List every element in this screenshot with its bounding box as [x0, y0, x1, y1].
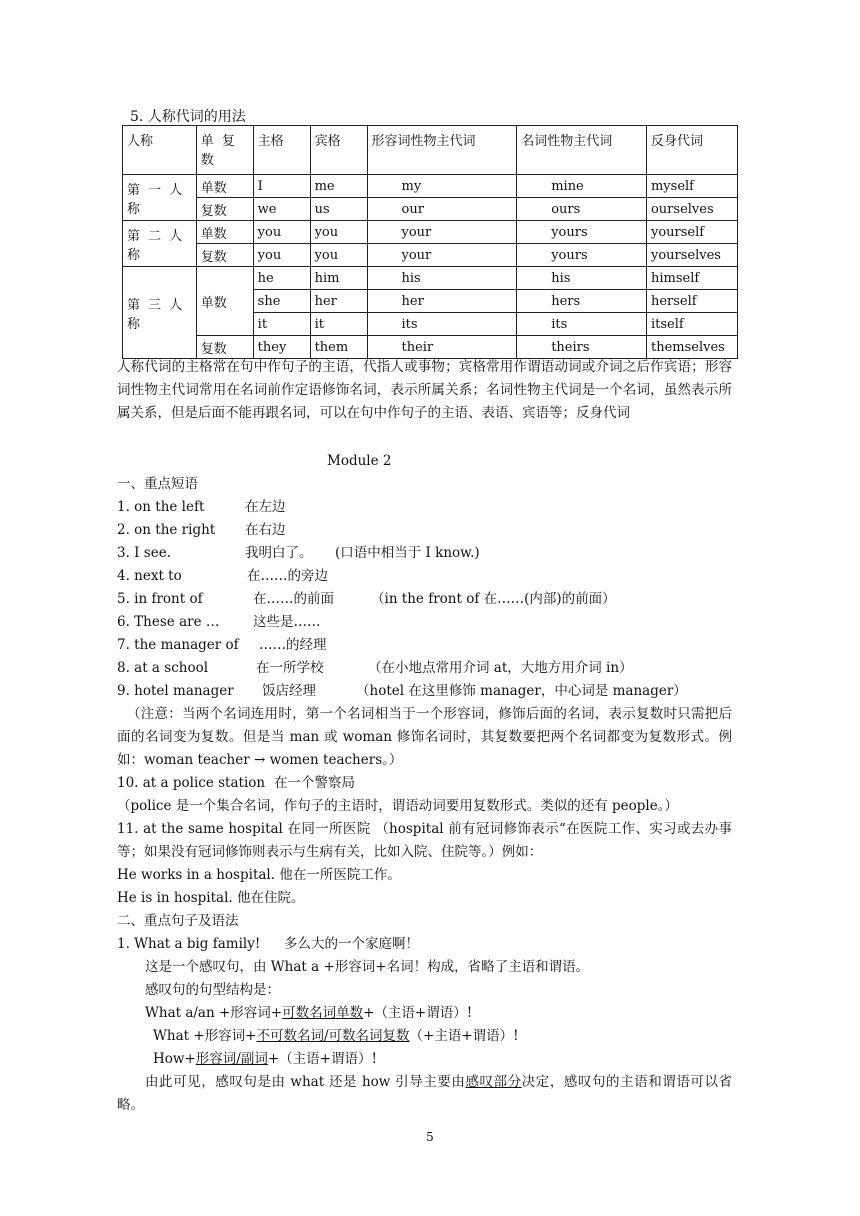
conclusion-paragraph: [117, 1071, 732, 1117]
phrase-en: 7. the manager of: [117, 637, 239, 653]
table-row: [123, 244, 738, 267]
table-cell: hers: [517, 290, 647, 313]
conclusion-text: 决定，感叹句的主语和谓语可以省略。: [117, 1074, 732, 1113]
table-cell: you: [253, 244, 310, 267]
header-cell: 形容词性物主代词: [367, 126, 517, 175]
table-row: [123, 175, 738, 198]
number-cell: 单数: [196, 221, 253, 244]
phrase-item: [117, 772, 732, 795]
conclusion-underlined: 感叹部分: [465, 1074, 522, 1090]
table-cell: we: [253, 198, 310, 221]
pattern-text: How+: [153, 1051, 196, 1067]
explain-line: 这是一个感叹句，由 What a +形容词+名词！构成，省略了主语和谓语。: [145, 959, 590, 975]
pattern-text: What a/an +形容词+: [145, 1005, 283, 1021]
table-row: [123, 221, 738, 244]
table-cell: I: [253, 175, 310, 198]
table-cell: its: [367, 313, 517, 336]
page-number: 5: [426, 1130, 434, 1144]
phrase-item: [117, 634, 732, 657]
phrase-zh: 在右边: [245, 522, 286, 538]
phrase-item: [117, 542, 732, 565]
phrase-zh: 在一所学校: [256, 660, 324, 676]
example-line: He is in hospital. 他在住院。: [117, 890, 305, 906]
number-cell: 复数: [196, 336, 253, 359]
sentences-heading: 二、重点句子及语法: [117, 913, 239, 929]
table-cell: your: [367, 221, 517, 244]
number-cell: 单数: [196, 267, 253, 336]
header-cell: 宾格: [310, 126, 367, 175]
example-line: He works in a hospital. 他在一所医院工作。: [117, 867, 401, 883]
phrase-zh: 在一个警察局: [274, 775, 355, 791]
phrases-heading: 一、重点短语: [117, 476, 198, 492]
pronoun-table: [122, 125, 738, 359]
note-paragraph: （注意：当两个名词连用时，第一个名词相当于一个形容词，修饰后面的名词，表示复数时只需把后面的名词变为复数。但是当 man 或 woman 修饰名词时，其复数要把两个名词都变为复数形式。例如：woman teacher → women teachers。）: [117, 706, 732, 768]
table-cell: she: [253, 290, 310, 313]
pattern-line: [117, 1002, 732, 1025]
phrase-item: [117, 519, 732, 542]
sentence-en: 1. What a big family!: [117, 936, 261, 952]
table-cell: it: [253, 313, 310, 336]
paragraph: 人称代词的主格常在句中作句子的主语，代指人或事物；宾格常用作谓语动词或介词之后作宾语；形容词性物主代词常用在名词前作定语修饰名词，表示所属关系；名词性物主代词是一个名词，虽然表示所属关系，但是后面不能再跟名词，可以在句中作句子的主语、表语、宾语等；反身代词: [117, 359, 732, 421]
module-section: [117, 450, 732, 1117]
table-cell: its: [517, 313, 647, 336]
table-cell: you: [253, 221, 310, 244]
number-cell: 单数: [196, 175, 253, 198]
table-cell: us: [310, 198, 367, 221]
note-paragraph: （police 是一个集合名词，作句子的主语时，谓语动词要用复数形式。类似的还有 people。）: [117, 798, 678, 814]
table-cell: they: [253, 336, 310, 359]
phrase-en: 10. at a police station: [117, 775, 266, 791]
phrase-item: [117, 611, 732, 634]
phrase-zh: 在……的旁边: [247, 568, 328, 584]
table-cell: you: [310, 244, 367, 267]
table-cell: his: [517, 267, 647, 290]
conclusion-text: 由此可见，感叹句是由 what 还是 how 引导主要由: [145, 1074, 466, 1090]
table-cell: ours: [517, 198, 647, 221]
table-cell: her: [367, 290, 517, 313]
pattern-text: What +形容词+: [153, 1028, 257, 1044]
pattern-underlined: 不可数名词/可数名词复数: [256, 1028, 410, 1044]
section-title: 5. 人称代词的用法: [130, 109, 246, 125]
table-cell: yourself: [646, 221, 737, 244]
phrase-note: （hotel 在这里修饰 manager，中心词是 manager）: [356, 683, 687, 699]
table-cell: his: [367, 267, 517, 290]
table-cell: our: [367, 198, 517, 221]
table-cell: myself: [646, 175, 737, 198]
sentence-zh: 多么大的一个家庭啊！: [284, 936, 419, 952]
phrase-en: 6. These are …: [117, 614, 220, 630]
phrase-en: 4. next to: [117, 568, 182, 584]
table-cell: ourselves: [646, 198, 737, 221]
explain-line: 感叹句的句型结构是：: [145, 982, 280, 998]
table-cell: it: [310, 313, 367, 336]
pattern-line: [117, 1025, 732, 1048]
table-cell: them: [310, 336, 367, 359]
table-cell: themselves: [646, 336, 737, 359]
phrase-item: [117, 657, 732, 680]
phrase-note: (口语中相当于 I know.): [335, 545, 480, 561]
person-cell: 第 三 人称: [123, 267, 197, 359]
phrase-zh: 饭店经理: [262, 683, 316, 699]
person-cell: 第 一 人称: [123, 175, 197, 221]
pattern-underlined: 形容词/副词: [195, 1051, 268, 1067]
module-title: Module 2: [327, 453, 392, 469]
pattern-line: [117, 1048, 732, 1071]
phrase-en: 9. hotel manager: [117, 683, 234, 699]
header-cell: 人称: [123, 126, 197, 175]
phrase-item: [117, 588, 732, 611]
number-cell: 复数: [196, 244, 253, 267]
table-cell: yours: [517, 244, 647, 267]
phrase-en: 8. at a school: [117, 660, 209, 676]
table-cell: theirs: [517, 336, 647, 359]
pattern-text: +（主语+谓语）!: [363, 1005, 473, 1021]
header-cell: 名词性物主代词: [517, 126, 647, 175]
person-cell: 第 二 人称: [123, 221, 197, 267]
table-cell: he: [253, 267, 310, 290]
table-cell: yours: [517, 221, 647, 244]
phrase-zh: 我明白了。: [245, 545, 313, 561]
phrase-en: 5. in front of: [117, 591, 203, 607]
phrase-note: （in the front of 在……(内部)的前面）: [371, 591, 616, 607]
header-cell: 单 复 数: [196, 126, 253, 175]
header-cell: 反身代词: [646, 126, 737, 175]
table-cell: him: [310, 267, 367, 290]
table-row: [123, 267, 738, 290]
table-cell: me: [310, 175, 367, 198]
phrase-en: 2. on the right: [117, 522, 216, 538]
table-cell: your: [367, 244, 517, 267]
table-cell: you: [310, 221, 367, 244]
phrase-en: 3. I see.: [117, 545, 171, 561]
pattern-text: +（主语+谓语）!: [267, 1051, 377, 1067]
phrase-zh: ……的经理: [259, 637, 327, 653]
phrase-item: [117, 680, 732, 703]
phrase-en: 1. on the left: [117, 499, 205, 515]
table-cell: yourselves: [646, 244, 737, 267]
table-cell: their: [367, 336, 517, 359]
phrase-item: [117, 496, 732, 519]
pattern-text: （+主语+谓语）!: [409, 1028, 519, 1044]
table-header-row: [123, 126, 738, 175]
phrase-item: 11. at the same hospital 在同一所医院 （hospital 前有冠词修饰表示“在医院工作、实习或去办事等；如果没有冠词修饰则表示与生病有关，比如入院、住院等。）例如：: [117, 821, 732, 860]
table-cell: her: [310, 290, 367, 313]
sentence-item: [117, 933, 732, 956]
number-cell: 复数: [196, 198, 253, 221]
table-cell: my: [367, 175, 517, 198]
table-cell: mine: [517, 175, 647, 198]
table-cell: himself: [646, 267, 737, 290]
pronoun-note: [117, 356, 732, 425]
phrase-zh: 在左边: [245, 499, 286, 515]
table-row: [123, 198, 738, 221]
phrase-zh: 在……的前面: [253, 591, 334, 607]
phrase-item: [117, 565, 732, 588]
table-cell: herself: [646, 290, 737, 313]
phrase-note: （在小地点常用介词 at，大地方用介词 in）: [368, 660, 633, 676]
table-cell: itself: [646, 313, 737, 336]
phrase-zh: 这些是……: [253, 614, 321, 630]
pattern-underlined: 可数名词单数: [282, 1005, 364, 1021]
header-cell: 主格: [253, 126, 310, 175]
